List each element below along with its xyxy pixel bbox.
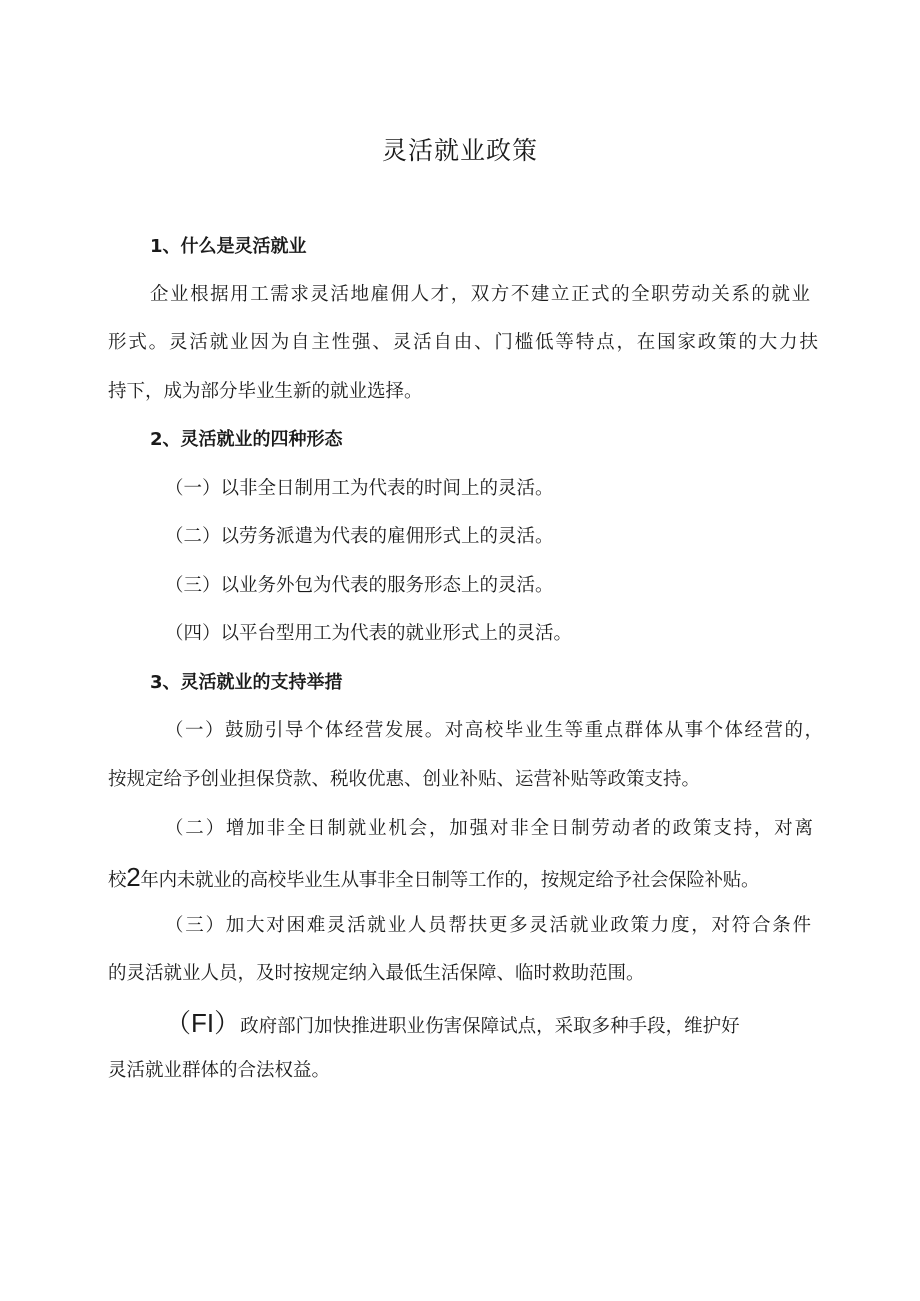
measure-3-line-1: （三）加大对困难灵活就业人员帮扶更多灵活就业政策力度，对符合条件 bbox=[165, 915, 811, 936]
measure-2-line-2-rest: 年内未就业的高校毕业生从事非全日制等工作的，按规定给予社会保险补贴。 bbox=[140, 870, 760, 891]
measure-2-line-2-start: 校 bbox=[108, 870, 127, 891]
section-2-item-3: （三）以业务外包为代表的服务形态上的灵活。 bbox=[165, 575, 554, 596]
section-3-heading: 3、灵活就业的支持举措 bbox=[150, 672, 343, 693]
measure-2-year-number: 2 bbox=[126, 862, 141, 892]
measure-4-line-1 bbox=[165, 1010, 805, 1040]
section-1-heading: 1、什么是灵活就业 bbox=[150, 236, 307, 257]
section-1-paragraph-line-3: 持下，成为部分毕业生新的就业选择。 bbox=[108, 381, 423, 402]
section-1-paragraph-line-1: 企业根据用工需求灵活地雇佣人才，双方不建立正式的全职劳动关系的就业 bbox=[150, 284, 810, 305]
measure-2-line-2 bbox=[108, 864, 820, 894]
section-2-heading: 2、灵活就业的四种形态 bbox=[150, 429, 343, 450]
measure-4-marker: （FI） bbox=[165, 1008, 241, 1038]
section-2-item-4: （四）以平台型用工为代表的就业形式上的灵活。 bbox=[165, 623, 573, 644]
section-2-item-1: （一）以非全日制用工为代表的时间上的灵活。 bbox=[165, 478, 554, 499]
measure-1-line-1: （一）鼓励引导个体经营发展。对高校毕业生等重点群体从事个体经营的， bbox=[165, 720, 823, 741]
measure-2-line-1: （二）增加非全日制就业机会，加强对非全日制劳动者的政策支持，对离 bbox=[165, 818, 813, 839]
measure-3-line-2: 的灵活就业人员，及时按规定纳入最低生活保障、临时救助范围。 bbox=[108, 963, 645, 984]
measure-4-line-2: 灵活就业群体的合法权益。 bbox=[108, 1060, 331, 1081]
measure-4-line-1-text: 政府部门加快推进职业伤害保障试点，采取多种手段，维护好 bbox=[240, 1016, 740, 1037]
document-title: 灵活就业政策 bbox=[381, 136, 538, 165]
section-1-paragraph-line-2: 形式。灵活就业因为自主性强、灵活自由、门槛低等特点，在国家政策的大力扶 bbox=[108, 332, 818, 353]
measure-1-line-2: 按规定给予创业担保贷款、税收优惠、创业补贴、运营补贴等政策支持。 bbox=[108, 769, 701, 790]
section-2-item-2: （二）以劳务派遣为代表的雇佣形式上的灵活。 bbox=[165, 526, 554, 547]
